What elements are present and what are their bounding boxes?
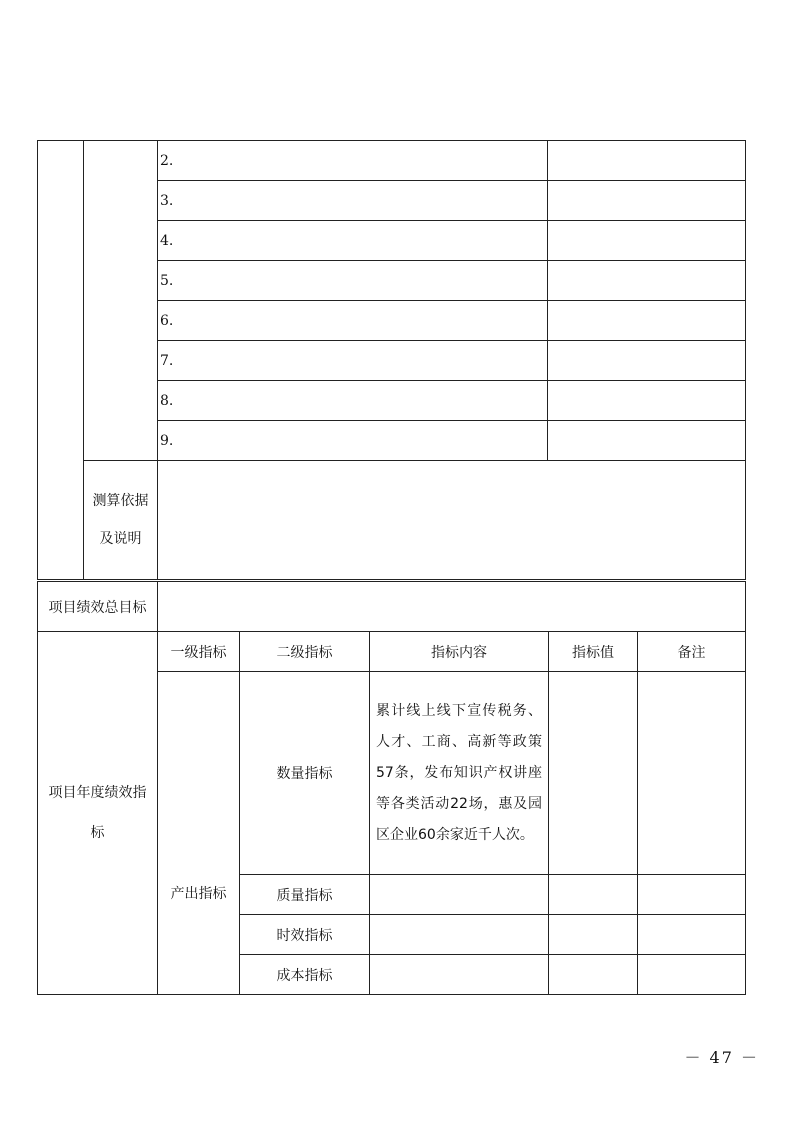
budget-row-number: 7. xyxy=(158,341,548,381)
quantity-indicator-note[interactable] xyxy=(638,672,746,875)
timeliness-indicator-content[interactable] xyxy=(370,915,549,955)
header-level1: 一级指标 xyxy=(158,632,240,672)
budget-row-value[interactable] xyxy=(548,221,746,261)
budget-row-value[interactable] xyxy=(548,301,746,341)
output-indicator-label: 产出指标 xyxy=(158,672,240,995)
budget-row-number: 9. xyxy=(158,421,548,461)
cost-indicator-value[interactable] xyxy=(549,955,638,995)
budget-row-number: 3. xyxy=(158,181,548,221)
quality-indicator-note[interactable] xyxy=(638,875,746,915)
timeliness-indicator-value[interactable] xyxy=(549,915,638,955)
annual-indicator-label-line2: 标 xyxy=(90,825,105,841)
budget-row-value[interactable] xyxy=(548,141,746,181)
header-value: 指标值 xyxy=(549,632,638,672)
quality-indicator-content[interactable] xyxy=(370,875,549,915)
timeliness-indicator-note[interactable] xyxy=(638,915,746,955)
calc-basis-label-line1: 测算依据 xyxy=(92,493,149,509)
cost-indicator-content[interactable] xyxy=(370,955,549,995)
header-level2: 二级指标 xyxy=(240,632,370,672)
quality-indicator-value[interactable] xyxy=(549,875,638,915)
header-content: 指标内容 xyxy=(370,632,549,672)
overall-goal-value[interactable] xyxy=(158,582,746,632)
budget-row-value[interactable] xyxy=(548,381,746,421)
budget-row-value[interactable] xyxy=(548,421,746,461)
budget-row-value[interactable] xyxy=(548,341,746,381)
header-note: 备注 xyxy=(638,632,746,672)
budget-row-value[interactable] xyxy=(548,181,746,221)
overall-goal-label: 项目绩效总目标 xyxy=(38,582,158,632)
overall-goal-table xyxy=(37,581,746,632)
cost-indicator-label: 成本指标 xyxy=(240,955,370,995)
calc-basis-value[interactable] xyxy=(158,461,746,580)
annual-indicator-table xyxy=(37,631,746,995)
page-number: － 47 － xyxy=(684,1048,759,1067)
budget-row-number: 6. xyxy=(158,301,548,341)
quantity-indicator-label: 数量指标 xyxy=(240,672,370,875)
left-merged-cell xyxy=(38,141,84,580)
calc-basis-label-line2: 及说明 xyxy=(99,531,142,547)
budget-row-number: 4. xyxy=(158,221,548,261)
sub-merged-cell xyxy=(84,141,158,461)
annual-indicator-label-line1: 项目年度绩效指 xyxy=(48,785,147,801)
timeliness-indicator-label: 时效指标 xyxy=(240,915,370,955)
budget-row-number: 8. xyxy=(158,381,548,421)
quality-indicator-label: 质量指标 xyxy=(240,875,370,915)
calc-basis-label xyxy=(84,461,158,580)
budget-row-number: 2. xyxy=(158,141,548,181)
quantity-indicator-value[interactable] xyxy=(549,672,638,875)
annual-indicator-label xyxy=(38,632,158,995)
cost-indicator-note[interactable] xyxy=(638,955,746,995)
budget-row-value[interactable] xyxy=(548,261,746,301)
budget-row-number: 5. xyxy=(158,261,548,301)
quantity-indicator-content[interactable]: 累计线上线下宣传税务、人才、工商、高新等政策57条，发布知识产权讲座等各类活动22场，惠及园区企业60余家近千人次。 xyxy=(370,672,549,875)
budget-detail-table xyxy=(37,140,746,580)
